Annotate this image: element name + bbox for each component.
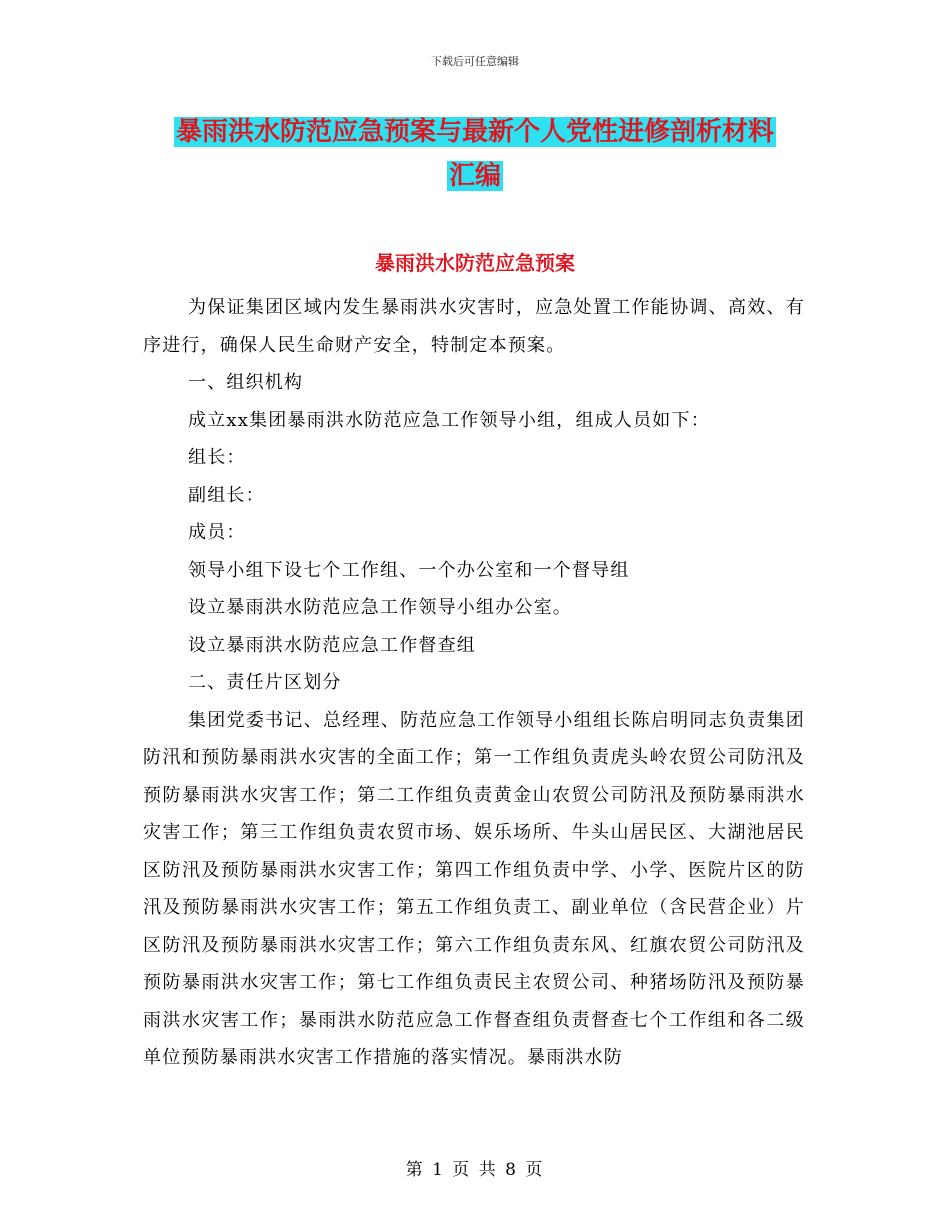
paragraph-subgroups: 领导小组下设七个工作组、一个办公室和一个督导组 xyxy=(188,559,630,581)
paragraph-group-setup: 成立xx集团暴雨洪水防范应急工作领导小组，组成人员如下： xyxy=(188,409,710,431)
document-title-line1: 暴雨洪水防范应急预案与最新个人党性进修剖析材料 xyxy=(175,117,774,147)
paragraph-intro: 为保证集团区域内发生暴雨洪水灾害时，应急处置工作能协调、高效、有序进行，确保人民生命财产安全，特制定本预案。 xyxy=(143,297,805,356)
document-body xyxy=(143,289,805,1077)
paragraph-members: 成员： xyxy=(188,522,246,543)
heading-organization: 一、组织机构 xyxy=(188,372,304,393)
paragraph-responsibility-detail: 集团党委书记、总经理、防范应急工作领导小组组长陈启明同志负责集团防汛和预防暴雨洪水灾害的全面工作；第一工作组负责虎头岭农贸公司防汛及预防暴雨洪水灾害工作；第二工作组负责黄金山农贸公司防汛及预防暴雨洪水灾害工作；第三工作组负责农贸市场、娱乐场所、牛头山居民区、大湖池居民区防汛及预防暴雨洪水灾害工作；第四工作组负责中学、小学、医院片区的防汛及预防暴雨洪水灾害工作；第五工作组负责工、副业单位（含民营企业）片区防汛及预防暴雨洪水灾害工作；第六工作组负责东风、红旗农贸公司防汛及预防暴雨洪水灾害工作；第七工作组负责民主农贸公司、种猪场防汛及预防暴雨洪水灾害工作；暴雨洪水防范应急工作督查组负责督查七个工作组和各二级单位预防暴雨洪水灾害工作措施的落实情况。暴雨洪水防 xyxy=(143,709,805,1068)
section-title: 暴雨洪水防范应急预案 xyxy=(375,251,575,275)
heading-responsibility: 二、责任片区划分 xyxy=(188,672,342,693)
paragraph-office: 设立暴雨洪水防范应急工作领导小组办公室。 xyxy=(188,597,572,618)
page-header-note: 下载后可任意编辑 xyxy=(431,55,519,68)
paragraph-inspection: 设立暴雨洪水防范应急工作督查组 xyxy=(188,634,476,656)
document-title-line2: 汇编 xyxy=(448,161,501,191)
document-title xyxy=(0,110,950,198)
page-number: 第 1 页 共 8 页 xyxy=(405,1160,545,1180)
paragraph-leader: 组长： xyxy=(188,447,246,468)
paragraph-deputy-leader: 副组长： xyxy=(188,484,265,506)
